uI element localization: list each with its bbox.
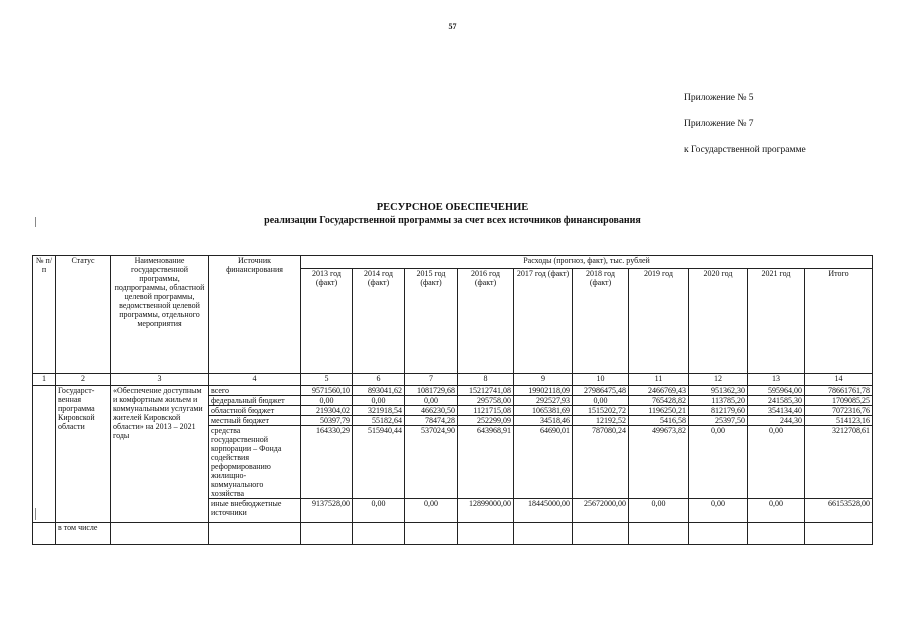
empty-cell: [629, 523, 689, 545]
col-number: 12: [689, 374, 748, 386]
value-cell: 113785,20: [689, 396, 748, 406]
appendix-line-3: к Государственной программе: [684, 145, 806, 155]
header-expenses: Расходы (прогноз, факт), тыс. рублей: [301, 256, 873, 269]
source-cell: всего: [209, 386, 301, 396]
col-number: 14: [805, 374, 873, 386]
value-cell: 1121715,08: [458, 406, 514, 416]
document-subtitle: реализации Государственной программы за счет всех источников финансирования: [264, 215, 641, 226]
header-year: 2020 год: [689, 269, 748, 374]
value-cell: 9137528,00: [301, 499, 353, 523]
value-cell: 595964,00: [748, 386, 805, 396]
header-year: 2015 год (факт): [405, 269, 458, 374]
value-cell: 951362,30: [689, 386, 748, 396]
value-cell: 19902118,09: [514, 386, 573, 396]
empty-cell: [353, 523, 405, 545]
row-num-cell: [33, 386, 56, 523]
col-number: 6: [353, 374, 405, 386]
header-year: 2016 год (факт): [458, 269, 514, 374]
value-cell: 0,00: [353, 396, 405, 406]
total-cell: 1709085,25: [805, 396, 873, 406]
source-cell: иные внебюджетные источники: [209, 499, 301, 523]
value-cell: 1515202,72: [573, 406, 629, 416]
value-cell: 1081729,68: [405, 386, 458, 396]
value-cell: 1065381,69: [514, 406, 573, 416]
col-number: 8: [458, 374, 514, 386]
value-cell: 499673,82: [629, 426, 689, 499]
header-status: Статус: [56, 256, 111, 374]
value-cell: 643968,91: [458, 426, 514, 499]
value-cell: 2466769,43: [629, 386, 689, 396]
source-cell: местный бюджет: [209, 416, 301, 426]
empty-cell: [209, 523, 301, 545]
col-number: 3: [111, 374, 209, 386]
appendix-line-2: Приложение № 7: [684, 119, 754, 129]
header-year: 2021 год: [748, 269, 805, 374]
value-cell: 9571560,10: [301, 386, 353, 396]
header-year: 2017 год (факт): [514, 269, 573, 374]
financing-table: [32, 255, 873, 545]
value-cell: 0,00: [689, 426, 748, 499]
col-number: 9: [514, 374, 573, 386]
value-cell: 0,00: [573, 396, 629, 406]
value-cell: 321918,54: [353, 406, 405, 416]
value-cell: 515940,44: [353, 426, 405, 499]
page-number: 57: [448, 22, 457, 31]
value-cell: 252299,09: [458, 416, 514, 426]
empty-cell: [573, 523, 629, 545]
value-cell: 34518,46: [514, 416, 573, 426]
empty-cell: [689, 523, 748, 545]
document-title: РЕСУРСНОЕ ОБЕСПЕЧЕНИЕ: [376, 202, 529, 213]
header-year: 2014 год (факт): [353, 269, 405, 374]
value-cell: 0,00: [353, 499, 405, 523]
col-number: 5: [301, 374, 353, 386]
value-cell: 0,00: [689, 499, 748, 523]
total-cell: 3212708,61: [805, 426, 873, 499]
program-status: Государст-венная программа Кировской области: [56, 386, 111, 523]
header-num: № п/п: [33, 256, 56, 374]
value-cell: 164330,29: [301, 426, 353, 499]
col-number: 13: [748, 374, 805, 386]
col-number: 2: [56, 374, 111, 386]
value-cell: 64690,01: [514, 426, 573, 499]
empty-cell: [301, 523, 353, 545]
value-cell: 5416,58: [629, 416, 689, 426]
value-cell: 0,00: [405, 499, 458, 523]
margin-mark: [35, 217, 36, 227]
header-total: Итого: [805, 269, 873, 374]
empty-cell: [514, 523, 573, 545]
value-cell: 25397,50: [689, 416, 748, 426]
value-cell: 50397,79: [301, 416, 353, 426]
value-cell: 354134,40: [748, 406, 805, 416]
empty-cell: [458, 523, 514, 545]
col-number: 11: [629, 374, 689, 386]
col-number: 10: [573, 374, 629, 386]
value-cell: 787080,24: [573, 426, 629, 499]
col-number: 4: [209, 374, 301, 386]
empty-cell: [805, 523, 873, 545]
empty-cell: [405, 523, 458, 545]
total-cell: 7072316,76: [805, 406, 873, 416]
source-cell: федеральный бюджет: [209, 396, 301, 406]
value-cell: 18445000,00: [514, 499, 573, 523]
appendix-line-1: Приложение № 5: [684, 93, 754, 103]
value-cell: 15212741,08: [458, 386, 514, 396]
value-cell: 0,00: [748, 426, 805, 499]
col-number: 1: [33, 374, 56, 386]
value-cell: 893041,62: [353, 386, 405, 396]
value-cell: 0,00: [748, 499, 805, 523]
col-number: 7: [405, 374, 458, 386]
value-cell: 292527,93: [514, 396, 573, 406]
value-cell: 25672000,00: [573, 499, 629, 523]
total-cell: 78661761,78: [805, 386, 873, 396]
header-year: 2019 год: [629, 269, 689, 374]
value-cell: 0,00: [405, 396, 458, 406]
value-cell: 27986475,48: [573, 386, 629, 396]
total-cell: 514123,16: [805, 416, 873, 426]
header-year: 2018 год (факт): [573, 269, 629, 374]
value-cell: 537024,90: [405, 426, 458, 499]
program-name: «Обеспечение доступным и комфортным жильем и коммунальными услугами жителей Кировской области» на 2013 – 2021 годы: [111, 386, 209, 523]
value-cell: 12899000,00: [458, 499, 514, 523]
source-cell: областной бюджет: [209, 406, 301, 416]
value-cell: 0,00: [629, 499, 689, 523]
value-cell: 765428,82: [629, 396, 689, 406]
total-cell: 66153528,00: [805, 499, 873, 523]
value-cell: 219304,02: [301, 406, 353, 416]
value-cell: 0,00: [301, 396, 353, 406]
value-cell: 241585,30: [748, 396, 805, 406]
row-num-cell: [33, 523, 56, 545]
header-name: Наименование государственной программы, подпрограммы, областной целевой программы, ведомственной целевой программы, отдельного мероприятия: [111, 256, 209, 374]
value-cell: 244,30: [748, 416, 805, 426]
empty-cell: [748, 523, 805, 545]
value-cell: 466230,50: [405, 406, 458, 416]
value-cell: 12192,52: [573, 416, 629, 426]
value-cell: 1196250,21: [629, 406, 689, 416]
value-cell: 78474,28: [405, 416, 458, 426]
header-year: 2013 год (факт): [301, 269, 353, 374]
value-cell: 295758,00: [458, 396, 514, 406]
empty-cell: [111, 523, 209, 545]
subrow-status: в том числе: [56, 523, 111, 545]
value-cell: 55182,64: [353, 416, 405, 426]
value-cell: 812179,60: [689, 406, 748, 416]
header-source: Источник финансирования: [209, 256, 301, 374]
source-cell: средства государственной корпорации – Фонда содействия реформированию жилищно-коммунального хозяйства: [209, 426, 301, 499]
